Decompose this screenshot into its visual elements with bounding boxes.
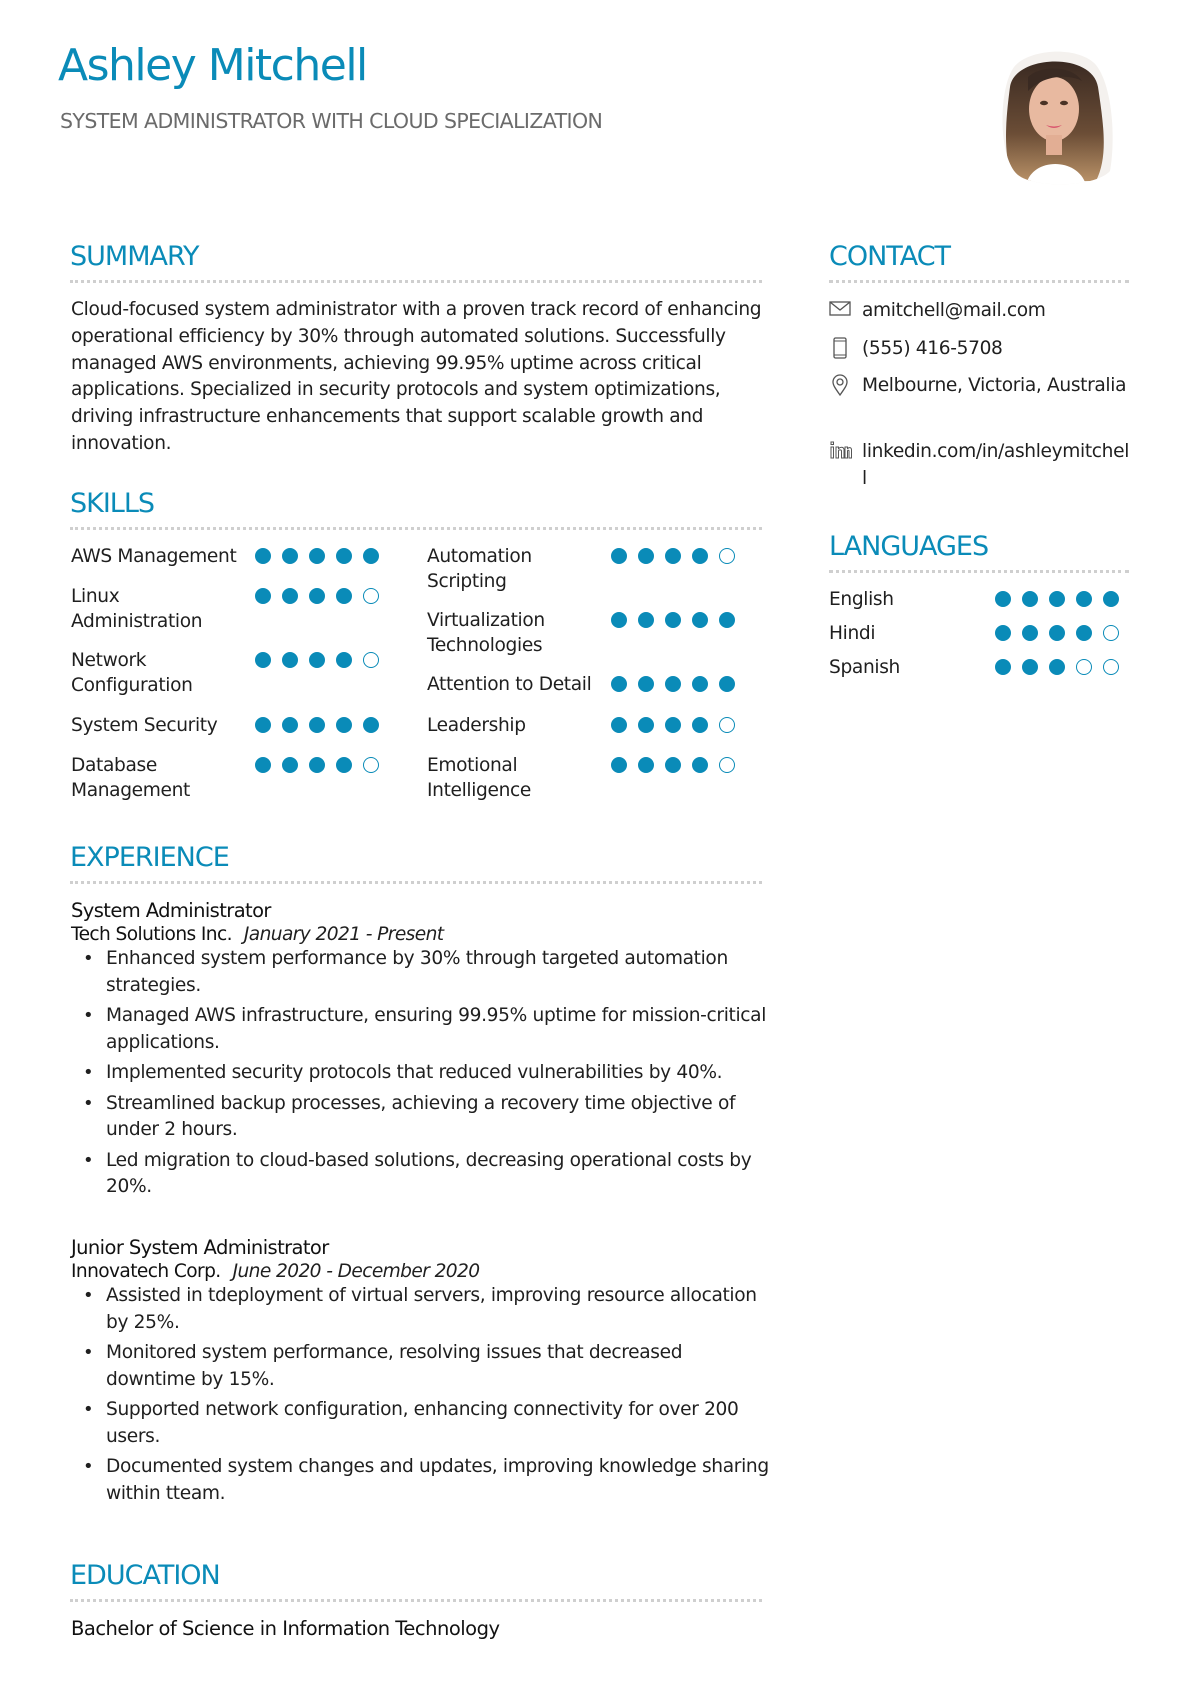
rating-dot-filled <box>1022 625 1038 641</box>
rating-dot-empty <box>363 652 379 668</box>
rating-dot-filled <box>309 652 325 668</box>
rating-dot-filled <box>336 652 352 668</box>
languages-heading: LANGUAGES <box>829 531 989 562</box>
rating-dot-filled <box>692 757 708 773</box>
skill-row-name: Virtualization Technologies <box>427 610 545 656</box>
rating-dots <box>255 717 379 733</box>
rating-dot-empty <box>363 588 379 604</box>
email-icon <box>829 299 855 321</box>
language-row-name: English <box>829 589 894 610</box>
skill-row <box>427 713 746 738</box>
skill-row <box>427 544 746 594</box>
skill-row <box>71 753 390 803</box>
summary-heading: SUMMARY <box>70 241 199 272</box>
job-bullet: • Led migration to cloud-based solutions, decreasing operational costs by 20%. <box>71 1148 771 1201</box>
rating-dot-empty <box>719 548 735 564</box>
skill-row <box>427 753 746 803</box>
rating-dot-filled <box>638 757 654 773</box>
rating-dot-filled <box>692 548 708 564</box>
skill-row-name: Linux Administration <box>71 586 203 632</box>
rating-dot-filled <box>1076 591 1092 607</box>
rating-dot-filled <box>611 757 627 773</box>
rating-dot-filled <box>255 652 271 668</box>
rating-dots <box>611 612 735 628</box>
experience-divider <box>70 881 762 884</box>
rating-dot-filled <box>282 757 298 773</box>
rating-dot-filled <box>255 588 271 604</box>
job-bullet: • Assisted in tdeployment of virtual servers, improving resource allocation by 25%. <box>71 1283 771 1336</box>
job-bullet: • Supported network configuration, enhancing connectivity for over 200 users. <box>71 1397 771 1450</box>
skill-row-name: Database Management <box>71 755 190 801</box>
job-company-line <box>71 924 771 945</box>
rating-dot-filled <box>719 612 735 628</box>
job-company: Tech Solutions Inc. <box>71 924 232 945</box>
rating-dot-filled <box>1022 591 1038 607</box>
education-divider <box>70 1599 762 1602</box>
rating-dot-empty <box>1103 659 1119 675</box>
language-row <box>829 621 1130 646</box>
linkedin-icon <box>829 440 855 462</box>
rating-dot-filled <box>638 548 654 564</box>
candidate-title: SYSTEM ADMINISTRATOR WITH CLOUD SPECIALIZATION <box>60 109 603 133</box>
rating-dot-filled <box>309 588 325 604</box>
rating-dot-filled <box>363 717 379 733</box>
rating-dot-filled <box>611 548 627 564</box>
contact-phone[interactable] <box>829 335 1149 362</box>
languages-divider <box>829 570 1129 573</box>
job-company: Innovatech Corp. <box>71 1261 221 1282</box>
rating-dots <box>255 652 379 668</box>
job-bullet: • Monitored system performance, resolving issues that decreased downtime by 15%. <box>71 1340 771 1393</box>
language-row <box>829 655 1130 680</box>
rating-dot-filled <box>336 548 352 564</box>
rating-dot-filled <box>336 757 352 773</box>
rating-dot-filled <box>611 676 627 692</box>
rating-dot-filled <box>638 717 654 733</box>
rating-dot-empty <box>719 757 735 773</box>
job-bullet: • Managed AWS infrastructure, ensuring 99.95% uptime for mission-critical applications. <box>71 1003 771 1056</box>
rating-dots <box>995 625 1119 641</box>
job-bullet: • Implemented security protocols that reduced vulnerabilities by 40%. <box>71 1060 771 1087</box>
contact-phone-text[interactable]: (555) 416-5708 <box>862 338 1003 359</box>
rating-dots <box>611 548 735 564</box>
rating-dot-filled <box>692 676 708 692</box>
job-title: System Administrator <box>71 899 271 922</box>
skill-row <box>427 608 746 658</box>
skills-heading: SKILLS <box>70 488 155 519</box>
summary-text: Cloud-focused system administrator with a proven track record of enhancing operational efficiency by 30% through automated solutions. Successfully managed AWS environments, achieving 99.95% uptime across critical applications. Specialized in security protocols and system optimizations, driving infrastructure enhancements that support scalable growth and innovation. <box>71 299 762 454</box>
contact-divider <box>829 280 1129 283</box>
candidate-name: Ashley Mitchell <box>58 40 367 91</box>
skill-row <box>427 672 746 697</box>
rating-dot-filled <box>1022 659 1038 675</box>
rating-dots <box>995 591 1119 607</box>
skill-row-name: Automation Scripting <box>427 546 532 592</box>
rating-dot-filled <box>638 612 654 628</box>
contact-location-text: Melbourne, Victoria, Australia <box>862 375 1127 396</box>
job-dates: January 2021 - Present <box>243 924 444 945</box>
rating-dot-filled <box>719 676 735 692</box>
experience-heading: EXPERIENCE <box>70 842 229 873</box>
rating-dot-filled <box>1049 625 1065 641</box>
job-entry <box>71 1236 771 1511</box>
contact-linkedin-text[interactable]: linkedin.com/in/ashleymitchell <box>862 441 1130 489</box>
rating-dot-filled <box>692 717 708 733</box>
rating-dots <box>611 757 735 773</box>
rating-dot-filled <box>282 588 298 604</box>
job-bullet: • Enhanced system performance by 30% through targeted automation strategies. <box>71 946 771 999</box>
rating-dot-filled <box>1049 659 1065 675</box>
rating-dot-filled <box>363 548 379 564</box>
rating-dot-filled <box>665 717 681 733</box>
rating-dot-empty <box>719 717 735 733</box>
rating-dot-filled <box>638 676 654 692</box>
location-pin-icon <box>829 374 855 396</box>
education-heading: EDUCATION <box>70 1560 220 1591</box>
rating-dot-filled <box>255 717 271 733</box>
rating-dots <box>255 757 379 773</box>
job-bullets <box>71 1283 771 1507</box>
skill-row <box>71 544 390 569</box>
rating-dot-filled <box>995 659 1011 675</box>
rating-dot-filled <box>611 717 627 733</box>
contact-linkedin[interactable] <box>829 438 1149 492</box>
job-bullets <box>71 946 771 1201</box>
language-row-name: Spanish <box>829 657 900 678</box>
phone-icon <box>829 337 855 359</box>
rating-dot-filled <box>995 591 1011 607</box>
contact-heading: CONTACT <box>829 241 951 272</box>
rating-dot-filled <box>309 717 325 733</box>
summary-divider <box>70 280 762 283</box>
contact-location <box>829 372 1149 399</box>
skill-row-name: AWS Management <box>71 546 237 567</box>
profile-photo-image <box>996 47 1114 185</box>
rating-dot-empty <box>1103 625 1119 641</box>
contact-email[interactable] <box>829 297 1149 324</box>
rating-dot-filled <box>1103 591 1119 607</box>
rating-dot-filled <box>665 676 681 692</box>
rating-dots <box>255 548 379 564</box>
rating-dot-filled <box>255 548 271 564</box>
rating-dot-empty <box>1076 659 1092 675</box>
job-title: Junior System Administrator <box>71 1236 329 1259</box>
rating-dots <box>611 717 735 733</box>
language-row-name: Hindi <box>829 623 876 644</box>
rating-dot-filled <box>1049 591 1065 607</box>
skill-row-name: Network Configuration <box>71 650 193 696</box>
rating-dot-filled <box>665 757 681 773</box>
skill-row-name: Attention to Detail <box>427 674 592 695</box>
skill-row-name: System Security <box>71 715 218 736</box>
rating-dot-filled <box>995 625 1011 641</box>
education-degree: Bachelor of Science in Information Technology <box>71 1617 500 1640</box>
rating-dot-filled <box>282 548 298 564</box>
rating-dot-filled <box>282 652 298 668</box>
rating-dots <box>611 676 735 692</box>
rating-dots <box>995 659 1119 675</box>
rating-dot-empty <box>363 757 379 773</box>
rating-dot-filled <box>692 612 708 628</box>
job-bullet: • Documented system changes and updates, improving knowledge sharing within tteam. <box>71 1454 771 1507</box>
rating-dot-filled <box>665 548 681 564</box>
skill-row <box>71 584 390 634</box>
job-company-line <box>71 1261 771 1282</box>
profile-photo <box>996 47 1114 185</box>
rating-dot-filled <box>336 588 352 604</box>
skill-row-name: Emotional Intelligence <box>427 755 531 801</box>
language-row <box>829 587 1130 612</box>
rating-dot-filled <box>309 757 325 773</box>
rating-dot-filled <box>1076 625 1092 641</box>
rating-dot-filled <box>611 612 627 628</box>
skill-row <box>71 713 390 738</box>
rating-dot-filled <box>282 717 298 733</box>
rating-dots <box>255 588 379 604</box>
skill-row <box>71 648 390 698</box>
skill-row-name: Leadership <box>427 715 526 736</box>
job-bullet: • Streamlined backup processes, achieving a recovery time objective of under 2 hours. <box>71 1091 771 1144</box>
rating-dot-filled <box>336 717 352 733</box>
job-dates: June 2020 - December 2020 <box>232 1261 480 1282</box>
rating-dot-filled <box>665 612 681 628</box>
rating-dot-filled <box>309 548 325 564</box>
contact-email-text[interactable]: amitchell@mail.com <box>862 300 1046 321</box>
job-entry <box>71 899 771 1205</box>
rating-dot-filled <box>255 757 271 773</box>
skills-divider <box>70 527 762 530</box>
